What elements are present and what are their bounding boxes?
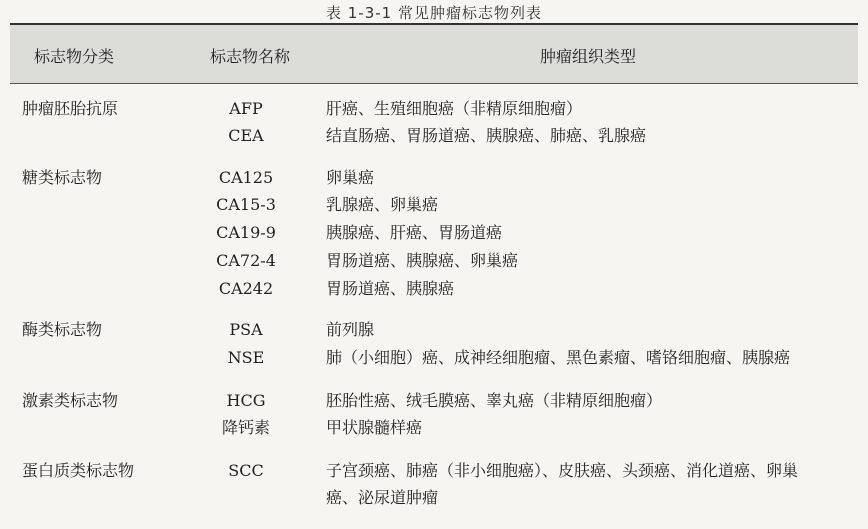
- table-body: [10, 84, 858, 528]
- cell-name: CEA: [228, 126, 264, 145]
- cell-name: CA19-9: [216, 223, 276, 242]
- header-name: 标志物名称: [209, 47, 290, 66]
- cell-name: AFP: [229, 99, 263, 118]
- cell-name: HCG: [226, 391, 266, 410]
- cell-types: 癌、泌尿道肿瘤: [326, 488, 439, 507]
- cell-types: 肝癌、生殖细胞癌（非精原细胞瘤）: [326, 99, 583, 118]
- cell-name: CA15-3: [216, 195, 276, 214]
- tumor-marker-table: [10, 23, 858, 528]
- cell-category: 酶类标志物: [22, 320, 103, 339]
- header-types: 肿瘤组织类型: [539, 47, 636, 66]
- cell-name: CA125: [218, 168, 274, 187]
- cell-category: 蛋白质类标志物: [22, 461, 135, 480]
- cell-types: 结直肠癌、胃肠道癌、胰腺癌、肺癌、乳腺癌: [326, 126, 647, 145]
- header-category: 标志物分类: [34, 47, 115, 66]
- cell-name: CA242: [218, 279, 274, 298]
- cell-name: SCC: [228, 461, 264, 480]
- cell-types: 子宫颈癌、肺癌（非小细胞癌）、皮肤癌、头颈癌、消化道癌、卵巢: [326, 461, 799, 480]
- cell-types: 卵巢癌: [326, 168, 375, 187]
- cell-types: 胃肠道癌、胰腺癌: [326, 279, 455, 298]
- cell-category: 激素类标志物: [22, 391, 119, 410]
- table-caption: 表 1-3-1 常见肿瘤标志物列表: [326, 4, 542, 22]
- cell-category: 肿瘤胚胎抗原: [22, 99, 119, 118]
- cell-name: CA72-4: [216, 251, 276, 270]
- cell-types: 乳腺癌、卵巢癌: [326, 195, 439, 214]
- cell-name: PSA: [229, 320, 263, 339]
- cell-name: 降钙素: [221, 418, 270, 437]
- cell-category: 糖类标志物: [22, 168, 103, 187]
- cell-types: 胚胎性癌、绒毛膜癌、睾丸癌（非精原细胞瘤）: [326, 391, 663, 410]
- cell-types: 甲状腺髓样癌: [326, 418, 423, 437]
- cell-name: NSE: [227, 348, 265, 367]
- cell-types: 前列腺: [326, 320, 375, 339]
- cell-types: 肺（小细胞）癌、成神经细胞瘤、黑色素瘤、嗜铬细胞瘤、胰腺癌: [326, 348, 791, 367]
- table-header: [10, 25, 858, 83]
- cell-types: 胃肠道癌、胰腺癌、卵巢癌: [326, 251, 519, 270]
- cell-types: 胰腺癌、肝癌、胃肠道癌: [326, 223, 503, 242]
